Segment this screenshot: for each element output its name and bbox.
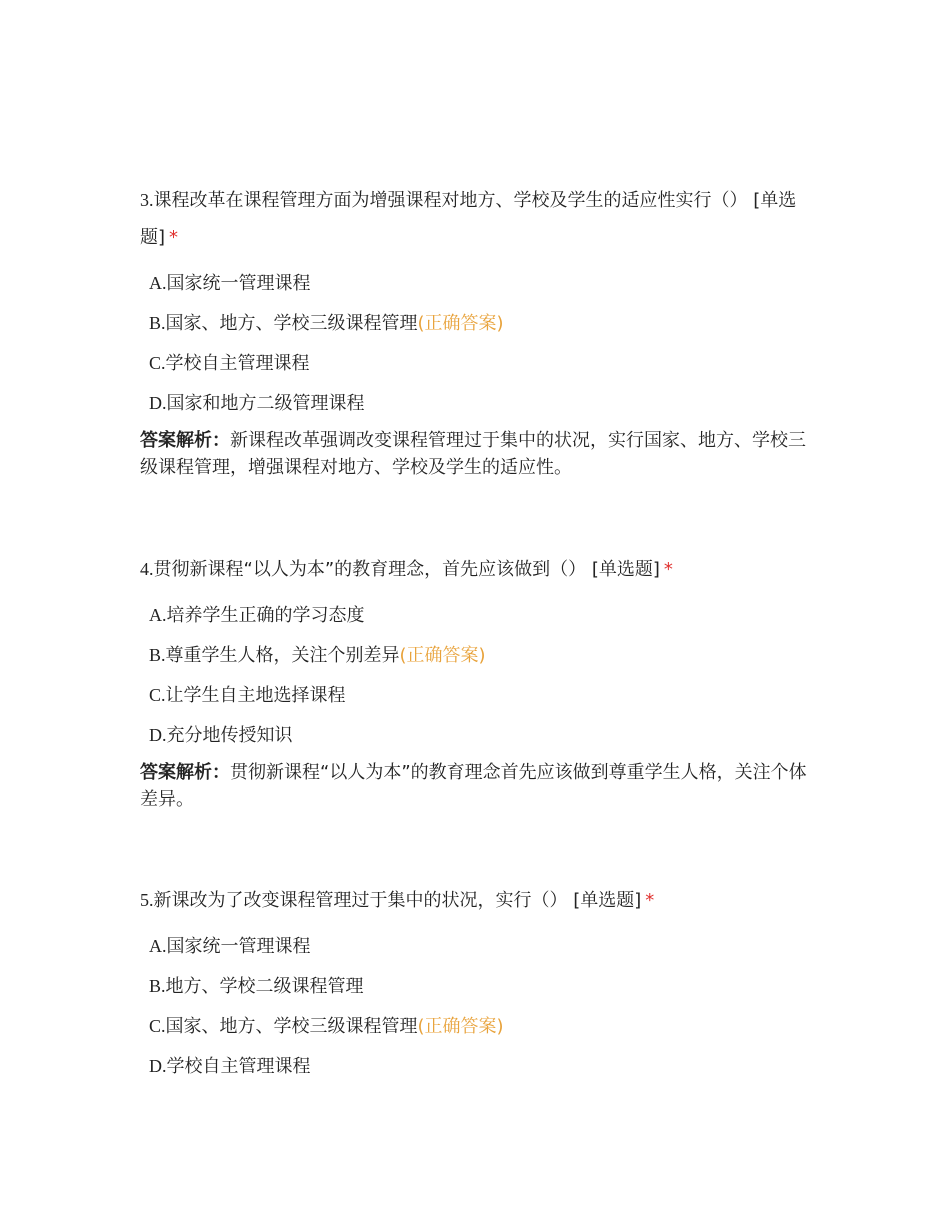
question-number: 4. — [140, 559, 154, 579]
option-text: 尊重学生人格，关注个别差异 — [165, 645, 400, 666]
question-number: 3. — [140, 190, 154, 210]
option-letter: C. — [149, 353, 166, 373]
options-list — [140, 926, 820, 1086]
option-d — [140, 383, 820, 423]
correct-answer-label: (正确答案) — [417, 1016, 504, 1037]
option-text: 国家、地方、学校三级课程管理 — [165, 313, 418, 334]
option-text: 国家统一管理课程 — [166, 273, 311, 294]
question-4 — [140, 551, 820, 813]
option-a — [140, 926, 820, 966]
option-letter: B. — [149, 313, 166, 333]
required-mark: * — [663, 559, 673, 580]
analysis-text: 贯彻新课程“以人为本”的教育理念首先应该做到尊重学生人格，关注个体差异。 — [140, 762, 807, 810]
question-3 — [140, 182, 820, 481]
question-text: 课程改革在课程管理方面为增强课程对地方、学校及学生的适应性实行（） [单选题] — [140, 190, 797, 248]
option-letter: B. — [149, 976, 166, 996]
option-a — [140, 263, 820, 303]
option-text: 学校自主管理课程 — [166, 1056, 311, 1077]
analysis-label: 答案解析： — [140, 430, 230, 451]
option-text: 充分地传授知识 — [166, 725, 293, 746]
option-text: 国家和地方二级管理课程 — [166, 393, 365, 414]
option-letter: A. — [149, 273, 167, 293]
correct-answer-label: (正确答案) — [417, 313, 504, 334]
answer-analysis — [140, 759, 820, 813]
option-c — [140, 1006, 820, 1046]
analysis-text: 新课程改革强调改变课程管理过于集中的状况，实行国家、地方、学校三级课程管理，增强课程对地方、学校及学生的适应性。 — [140, 430, 806, 478]
correct-answer-label: (正确答案) — [399, 645, 486, 666]
required-mark: * — [169, 227, 179, 248]
option-text: 国家统一管理课程 — [166, 936, 311, 957]
option-a — [140, 595, 820, 635]
option-d — [140, 1046, 820, 1086]
question-title — [140, 882, 820, 919]
option-letter: A. — [149, 605, 167, 625]
question-text: 新课改为了改变课程管理过于集中的状况，实行（） [单选题] — [153, 890, 642, 911]
option-text: 地方、学校二级课程管理 — [165, 976, 364, 997]
option-letter: D. — [149, 1056, 167, 1076]
option-letter: D. — [149, 393, 167, 413]
option-text: 学校自主管理课程 — [165, 353, 310, 374]
question-text: 贯彻新课程“以人为本”的教育理念，首先应该做到（） [单选题] — [153, 559, 660, 580]
option-letter: D. — [149, 725, 167, 745]
analysis-label: 答案解析： — [140, 762, 230, 783]
required-mark: * — [645, 890, 655, 911]
option-letter: C. — [149, 1016, 166, 1036]
option-b — [140, 966, 820, 1006]
question-number: 5. — [140, 890, 154, 910]
answer-analysis — [140, 427, 820, 481]
option-letter: C. — [149, 685, 166, 705]
question-title — [140, 551, 820, 588]
option-b — [140, 303, 820, 343]
option-b — [140, 635, 820, 675]
question-5 — [140, 882, 820, 1086]
option-c — [140, 343, 820, 383]
option-text: 培养学生正确的学习态度 — [166, 605, 365, 626]
option-letter: A. — [149, 936, 167, 956]
option-text: 国家、地方、学校三级课程管理 — [165, 1016, 418, 1037]
options-list — [140, 263, 820, 423]
option-text: 让学生自主地选择课程 — [165, 685, 346, 706]
option-d — [140, 715, 820, 755]
option-letter: B. — [149, 645, 166, 665]
options-list — [140, 595, 820, 755]
option-c — [140, 675, 820, 715]
question-title — [140, 182, 820, 256]
